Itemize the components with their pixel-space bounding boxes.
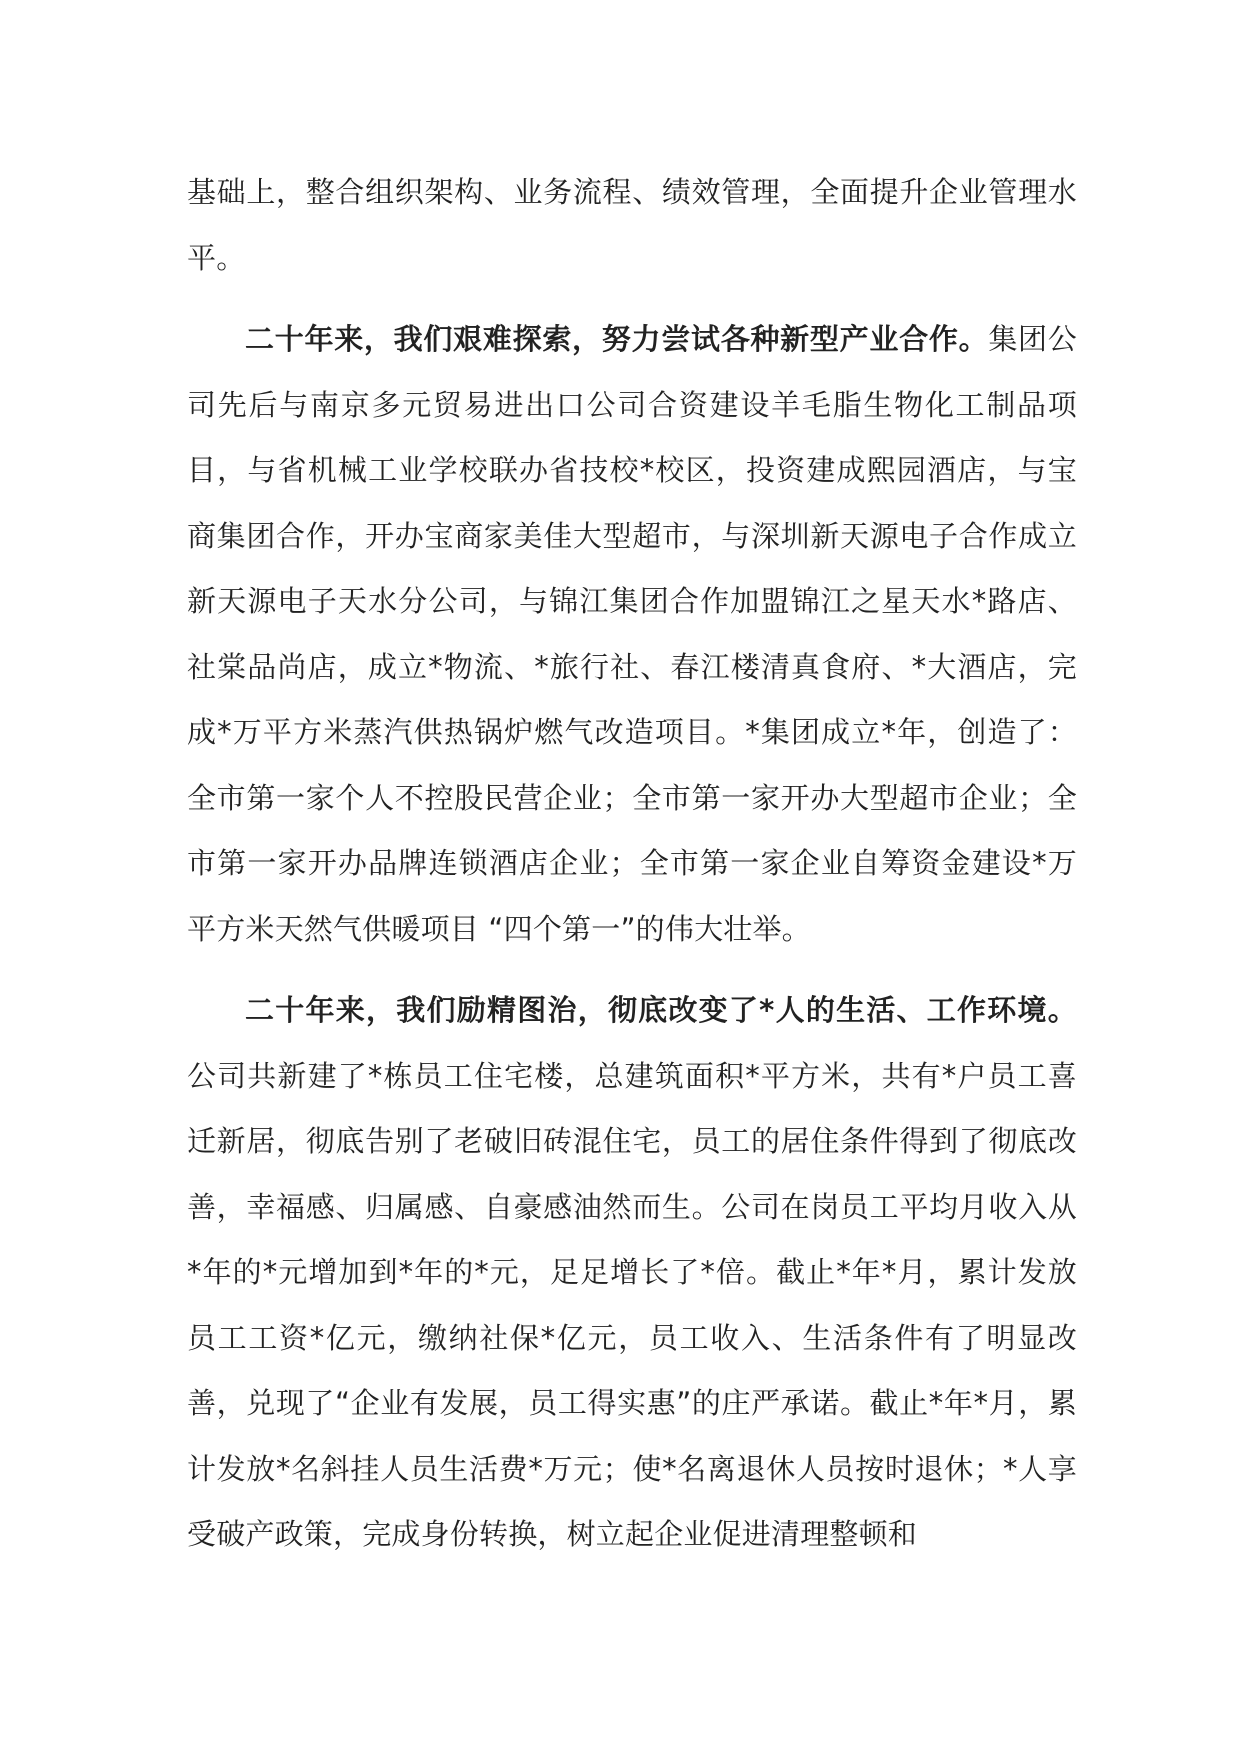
paragraph-lead-sentence: 二十年来，我们艰难探索，努力尝试各种新型产业合作。 bbox=[245, 322, 989, 356]
paragraph-body: 集团公司先后与南京多元贸易进出口公司合资建设羊毛脂生物化工制品项目，与省机械工业学校联办省技校*校区，投资建成熙园酒店，与宝商集团合作，开办宝商家美佳大型超市，与深圳新天源电子合作成立新天源电子天水分公司，与锦江集团合作加盟锦江之星天水*路店、社棠品尚店，成立*物流、*旅行社、春江楼清真食府、*大酒店，完成*万平方米蒸汽供热锅炉燃气改造项目。*集团成立*年，创造了：全市第一家个人不控股民营企业；全市第一家开办大型超市企业；全市第一家开办品牌连锁酒店企业；全市第一家企业自筹资金建设*万平方米天然气供暖项目 “四个第一”的伟大壮举。 bbox=[187, 322, 1077, 946]
document-body bbox=[187, 160, 1077, 1568]
paragraph-body: 公司共新建了*栋员工住宅楼，总建筑面积*平方米，共有*户员工喜迁新居，彻底告别了老破旧砖混住宅，员工的居住条件得到了彻底改善，幸福感、归属感、自豪感油然而生。公司在岗员工平均月收入从*年的*元增加到*年的*元，足足增长了*倍。截止*年*月，累计发放员工工资*亿元，缴纳社保*亿元，员工收入、生活条件有了明显改善，兑现了“企业有发展，员工得实惠”的庄严承诺。截止*年*月，累计发放*名斜挂人员生活费*万元；使*名离退休人员按时退休；*人享受破产政策，完成身份转换，树立起企业促进清理整顿和 bbox=[187, 1058, 1077, 1551]
paragraph-body: 基础上，整合组织架构、业务流程、绩效管理，全面提升企业管理水平。 bbox=[187, 175, 1077, 275]
paragraph-lead-sentence: 二十年来，我们励精图治，彻底改变了*人的生活、工作环境。 bbox=[245, 993, 1077, 1027]
paragraph-continuation bbox=[187, 160, 1077, 291]
paragraph-living-environment bbox=[187, 978, 1077, 1568]
paragraph-industrial-cooperation bbox=[187, 307, 1077, 962]
